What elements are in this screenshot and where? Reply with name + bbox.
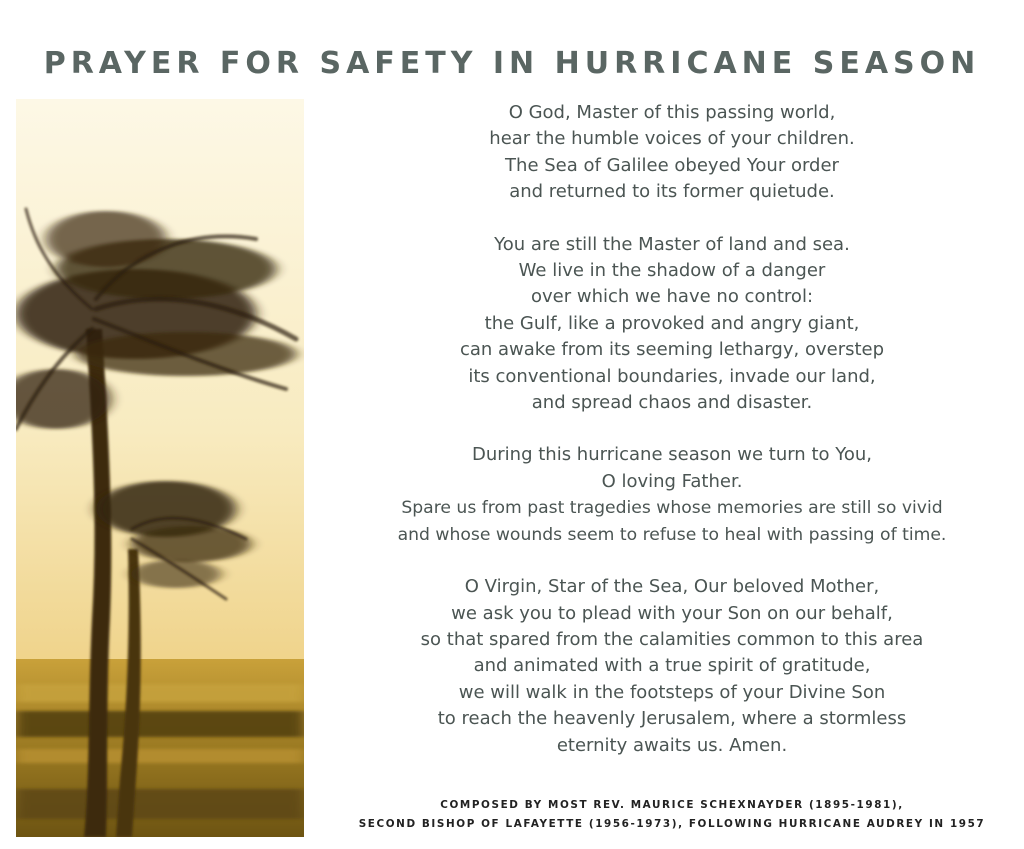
prayer-line: its conventional boundaries, invade our land, <box>468 365 876 387</box>
prayer-line: we ask you to plead with your Son on our behalf, <box>451 602 893 624</box>
prayer-line: hear the humble voices of your children. <box>489 128 855 150</box>
page-title: PRAYER FOR SAFETY IN HURRICANE SEASON <box>43 46 981 82</box>
prayer-line: O loving Father. <box>601 470 743 492</box>
prayer-line: and whose wounds seem to refuse to heal with passing of time. <box>397 524 947 545</box>
prayer-line: You are still the Master of land and sea. <box>494 233 850 255</box>
palm-trees-photo <box>16 99 304 837</box>
prayer-line: O Virgin, Star of the Sea, Our beloved Mother, <box>464 576 880 598</box>
prayer-line: so that spared from the calamities common to this area <box>420 628 924 650</box>
prayer-line: and animated with a true spirit of gratitude, <box>473 655 871 677</box>
prayer-line: We live in the shadow of a danger <box>518 260 826 282</box>
prayer-line: over which we have no control: <box>530 286 814 308</box>
prayer-line: O God, Master of this passing world, <box>508 102 836 123</box>
prayer-stanza-3 <box>360 442 984 548</box>
prayer-line: and returned to its former quietude. <box>509 181 835 203</box>
prayer-line: eternity awaits us. Amen. <box>556 734 788 756</box>
prayer-line: we will walk in the footsteps of your Divine Son <box>458 681 886 703</box>
attribution <box>340 796 1004 834</box>
prayer-line: and spread chaos and disaster. <box>531 392 813 414</box>
attribution-line-1: COMPOSED BY MOST REV. MAURICE SCHEXNAYDER (1895-1981), <box>440 799 904 811</box>
prayer-line: the Gulf, like a provoked and angry giant, <box>484 312 860 334</box>
prayer-line: to reach the heavenly Jerusalem, where a stormless <box>437 708 907 730</box>
attribution-line-2: SECOND BISHOP OF LAFAYETTE (1956-1973), FOLLOWING HURRICANE AUDREY IN 1957 <box>358 818 986 830</box>
prayer-stanza-1 <box>360 100 984 206</box>
prayer-text <box>360 100 984 785</box>
prayer-line: During this hurricane season we turn to You, <box>472 444 872 466</box>
prayer-stanza-2 <box>360 232 984 417</box>
prayer-line: can awake from its seeming lethargy, overstep <box>459 339 885 361</box>
prayer-stanza-4 <box>360 574 984 759</box>
prayer-line: Spare us from past tragedies whose memories are still so vivid <box>401 498 943 519</box>
prayer-line: The Sea of Galilee obeyed Your order <box>505 154 839 176</box>
